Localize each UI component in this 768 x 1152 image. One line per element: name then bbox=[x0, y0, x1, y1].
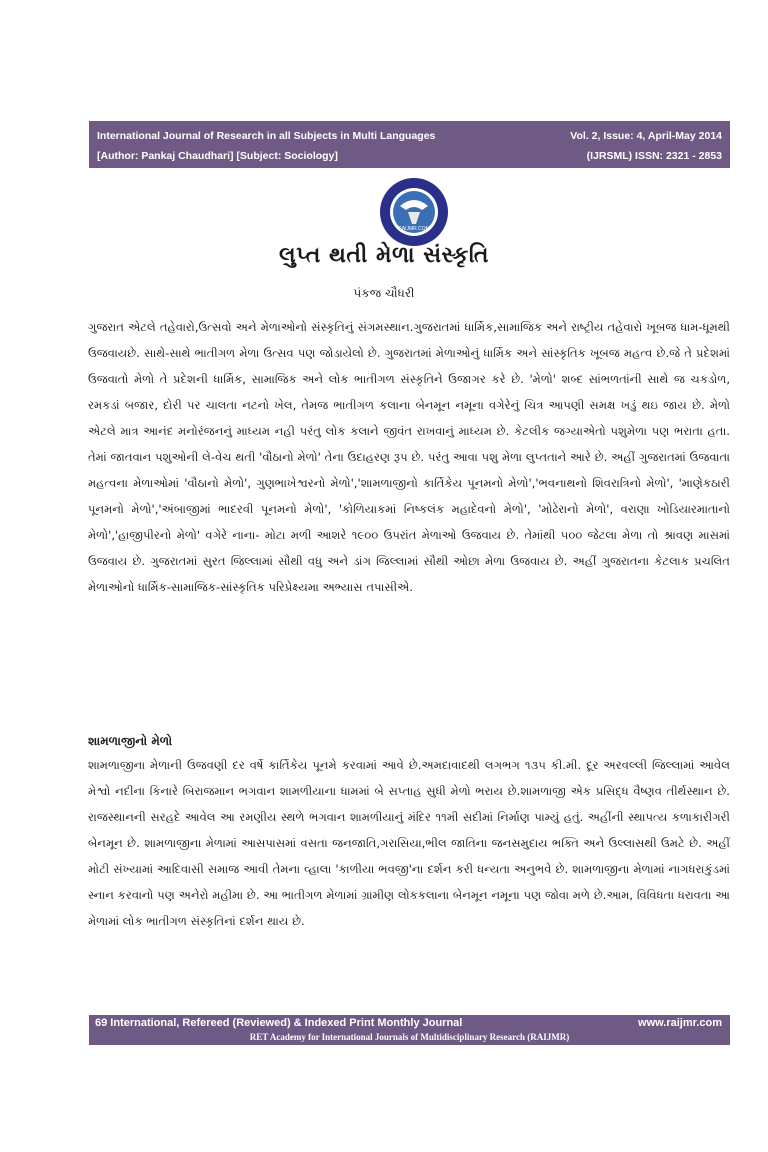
author-subject: [Author: Pankaj Chaudhari] [Subject: Sociology] bbox=[97, 150, 338, 162]
journal-title: International Journal of Research in all Subjects in Multi Languages bbox=[97, 130, 436, 142]
volume-issue: Vol. 2, Issue: 4, April-May 2014 bbox=[570, 130, 722, 142]
article-author: પંકજ ચૌધરી bbox=[353, 286, 415, 300]
svg-text:RAIJMR.COM: RAIJMR.COM bbox=[398, 226, 430, 232]
footer-website: www.raijmr.com bbox=[638, 1017, 722, 1029]
journal-footer-bar bbox=[89, 1015, 730, 1045]
footer-academy: RET Academy for International Journals of Multidisciplinary Research (RAIJMR) bbox=[249, 1032, 570, 1042]
journal-seal-icon bbox=[378, 176, 450, 248]
issn: (IJRSML) ISSN: 2321 - 2853 bbox=[586, 150, 722, 162]
footer-page-journal: 69 International, Refereed (Reviewed) & Indexed Print Monthly Journal bbox=[95, 1017, 463, 1029]
article-title: લુપ્ત થતી મેળા સંસ્કૃતિ bbox=[278, 243, 489, 268]
journal-header-bar bbox=[89, 121, 730, 168]
section-paragraph: શામળાજીના મેળાની ઉજવણી દર વર્ષે કાર્તિકેય પૂનમે કરવામાં આવે છે.અમદાવાદથી લગભગ ૧૩૫ કી.મી. દૂર અરવલ્લી જિલ્લામાં આવેલ મેશ્વો નદીના કિનારે બિરાજમાન ભગવાન શામળીયાના ધામમાં બે સપ્તાહ સુધી મેળો ભરાય છે.શામળાજી એક પ્રસિદ્ધ વૈષ્ણવ તીર્થસ્થાન છે. રાજસ્થાનની સરહદે આવેલ આ રમણીય સ્થળે ભગવાન શામળીયાનું મંદિર ૧૧મી સદીમાં નિર્માણ પામ્યું હતું. અહીંની સ્થાપત્ય કળાકારીગરી બેનમૂન છે. શામળાજીના મેળામાં આસપાસમાં વસતા જનજાતિ,ગરાસિયા,ભીલ જાતિના જનસમુદાય ભક્તિ અને ઉલ્લાસથી ઉમટે છે. અહીં મોટી સંખ્યામાં આદિવાસી સમાજ આવી તેમના વ્હાલા 'કાળીયા ભવજી'ના દર્શન કરી ધન્યતા અનુભવે છે. શામળાજીના મેળામાં નાગધરાકુંડમાં સ્નાન કરવાનો પણ અનેરો મહીમા છે. આ ભાતીગળ મેળામાં ગ્રામીણ લોકકલાના બેનમૂન નમૂના પણ જોવા મળે છે.આમ, વિવિધતા ધરાવતા આ મેળામાં લોક ભાતીગળ સંસ્કૃતિનાં દર્શન થાય છે. bbox=[88, 758, 730, 928]
section-heading: શામળાજીનો મેળો bbox=[88, 734, 173, 748]
intro-paragraph: ગુજરાત એટલે તહેવારો,ઉત્સવો અને મેળાઓનો સંસ્કૃતિનું સંગમસ્થાન.ગુજરાતમાં ધાર્મિક,સામાજિક અને રાષ્ટ્રીય તહેવારો ખૂબજ ધામ-ધૂમથી ઉજવાયછે. સાથે-સાથે ભાતીગળ મેળા ઉત્સવ પણ જોડાયેલો છે. ગુજરાતમાં મેળાઓનું ધાર્મિક અને સાંસ્કૃતિક ખૂબજ મહત્વ છે.જે તે પ્રદેશમાં ઉજવાતો મેળો તે પ્રદેશની ધાર્મિક, સામાજિક અને લોક ભાતીગળ સંસ્કૃતિને ઉજાગર કરે છે. 'મેળો' શબ્દ સાંભળતાંની સાથે જ ચકડોળ, રમકડાં બજાર, દોરી પર ચાલતા નટનો ખેલ, તેમજ ભાતીગળ કલાના બેનમૂન નમૂના વગેરેનું ચિત્ર આપણી સમક્ષ ખડું થઇ જાય છે. મેળો એટલે માત્ર આનંદ મનોરંજનનું માધ્યમ નહી પરંતુ લોક કલાને જીવંત રાખવાનું માધ્યમ છે. કેટલીક જગ્યાએતો પશુમેળા પણ ભરાતા હતા. તેમાં જાતવાન પશુઓની લે-વેચ થતી 'વૌઠાનો મેળો' તેના ઉદાહરણ રૂપ છે. પરંતુ આવા પશુ મેળા લુપ્તતાને આરે છે. અહીં ગુજરાતમાં ઉજવાતા મહત્વના મેળાઓમાં 'વૌઠાનો મેળો', ગુણભાખેશ્વરનો મેળો','શામળાજીનો કાર્તિકેય પૂનમનો મેળો','ભવનાથનો શિવરાત્રિનો મેળો', 'માણેકઠારી પૂનમનો મેળો','અંબાજીમાં ભાદરવી પૂનમનો મેળો', 'કોળિયાકમાં નિષ્કલંક મહાદેવનો મેળો', 'મોઢેરાનો મેળો', વરાણા ખોડિયારમાતાનો મેળો','હાજીપીરનો મેળો' વગેરે નાના- મોટા મળી આશરે ૧૯૦૦ ઉપરાંત મેળાઓ ઉજવાય છે. તેમાંથી ૫૦૦ જેટલા મેળા તો શ્રાવણ માસમાં ઉજવાય છે. ગુજરાતમાં સુરત જિલ્લામાં સૌથી વધુ અને ડાંગ જિલ્લામાં સૌથી ઓછા મેળા ઉજવાય છે. અહીં ગુજરાતના કેટલાક પ્રચલિત મેળાઓનો ધાર્મિક-સામાજિક-સાંસ્કૃતિક પરિપ્રેક્ષ્યમા અભ્યાસ તપાસીએ. bbox=[88, 320, 730, 594]
